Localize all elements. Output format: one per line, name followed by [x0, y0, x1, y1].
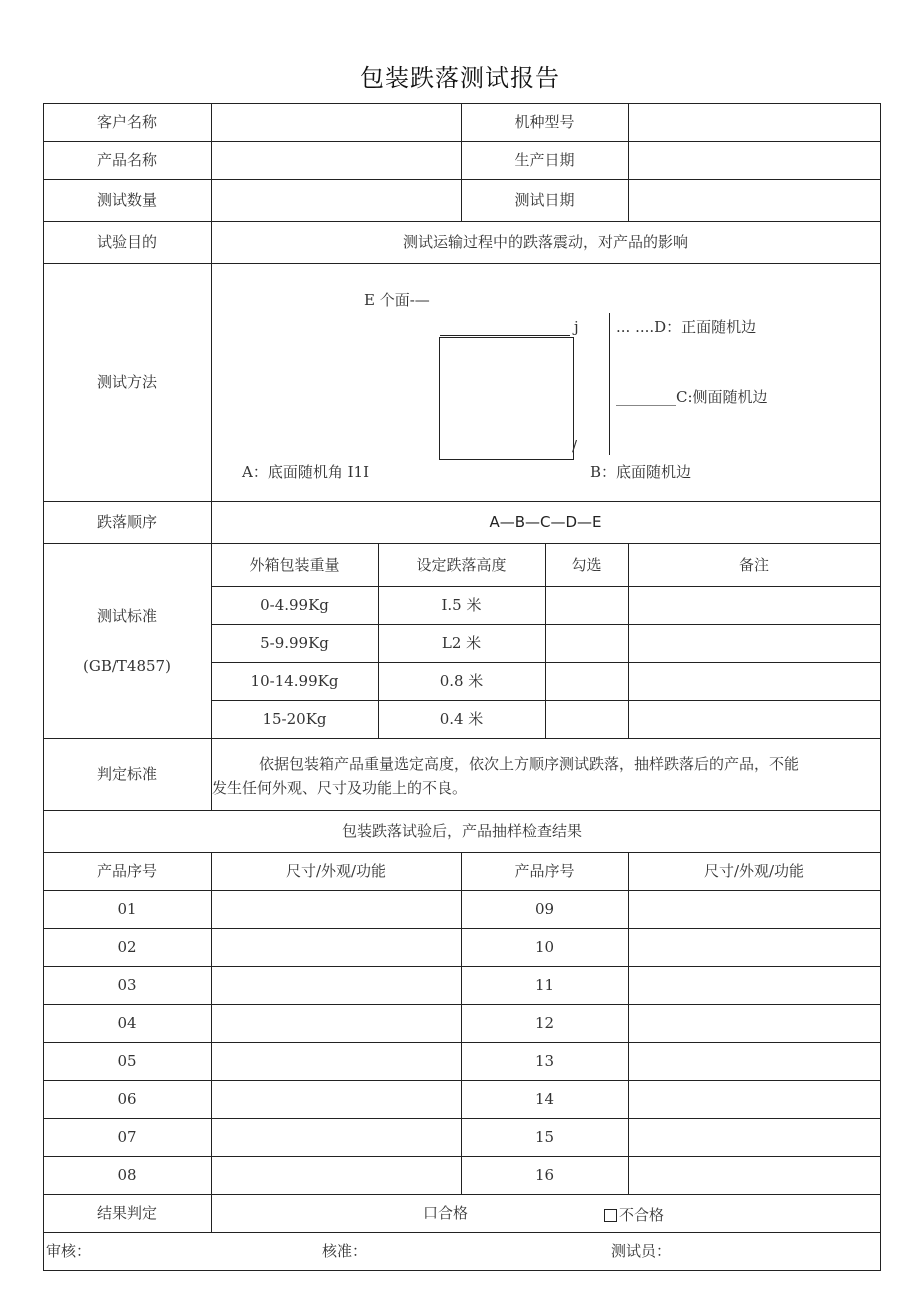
product-id: 15 — [534, 1128, 555, 1146]
row-divider — [43, 501, 881, 502]
box-top-edge — [440, 335, 570, 336]
row-divider — [43, 141, 881, 142]
row-divider — [43, 263, 881, 264]
drop-order-value: A—B—C—D—E — [489, 513, 602, 531]
j-mark: j — [574, 318, 579, 336]
pass-option[interactable]: 口合格 — [423, 1204, 469, 1222]
weight-cell: 5-9.99Kg — [260, 634, 329, 652]
production-date-label: 生产日期 — [514, 151, 575, 169]
product-id: 04 — [117, 1014, 137, 1032]
col-header-remark: 备注 — [738, 556, 769, 574]
row-divider — [43, 810, 881, 811]
row-divider — [211, 586, 881, 587]
col-header-check: 勾选 — [571, 556, 602, 574]
product-id: 01 — [117, 900, 137, 918]
approve-signature-label: 核准： — [322, 1242, 368, 1260]
col-divider — [211, 103, 212, 810]
test-date-label: 测试日期 — [514, 191, 575, 209]
row-divider — [43, 1194, 881, 1195]
tester-signature-label: 测试员： — [611, 1242, 672, 1260]
col-header-check: 尺寸/外观/功能 — [703, 862, 805, 880]
height-cell: 0.8 米 — [439, 672, 484, 690]
fail-option-label: 不合格 — [619, 1206, 665, 1224]
height-cell: L2 米 — [441, 634, 482, 652]
judgement-label: 判定标准 — [96, 765, 157, 783]
product-id: 08 — [117, 1166, 137, 1184]
row-divider — [43, 966, 881, 967]
product-id: 10 — [534, 938, 555, 956]
product-id: 02 — [117, 938, 137, 956]
conclusion-label: 结果判定 — [96, 1204, 157, 1222]
col-divider — [211, 852, 212, 1232]
col-header-height: 设定跌落高度 — [416, 556, 507, 574]
customer-name-label: 客户名称 — [96, 113, 157, 131]
row-divider — [43, 1232, 881, 1233]
row-divider — [43, 179, 881, 180]
product-id: 16 — [534, 1166, 555, 1184]
row-divider — [43, 928, 881, 929]
row-divider — [43, 1118, 881, 1119]
slash-mark: / — [572, 437, 578, 455]
product-id: 09 — [534, 900, 555, 918]
col-divider — [628, 103, 629, 221]
row-divider — [211, 700, 881, 701]
standard-label: 测试标准 — [96, 607, 157, 625]
d-edge-label: ... ....D：正面随机边 — [616, 318, 757, 336]
row-divider — [43, 852, 881, 853]
product-id: 13 — [534, 1052, 555, 1070]
table-top-border — [43, 103, 881, 104]
row-divider — [43, 890, 881, 891]
height-cell: I.5 米 — [441, 596, 482, 614]
e-face-label: E 个面-— — [364, 291, 430, 309]
row-divider — [211, 624, 881, 625]
c-edge-label: ________C:侧面随机边 — [616, 388, 768, 406]
col-header-weight: 外箱包装重量 — [249, 556, 340, 574]
report-title: 包装跌落测试报告 — [360, 64, 560, 92]
model-label: 机种型号 — [514, 113, 575, 131]
row-divider — [43, 1080, 881, 1081]
product-id: 11 — [534, 976, 555, 994]
product-id: 06 — [117, 1090, 137, 1108]
b-edge-label: B：底面随机边 — [590, 463, 692, 481]
judgement-text-line1: 依据包装箱产品重量选定高度，依次上方顺序测试跌落，抽样跌落后的产品，不能 — [259, 755, 800, 773]
method-label: 测试方法 — [96, 373, 157, 391]
product-name-label: 产品名称 — [96, 151, 157, 169]
box-icon — [439, 337, 574, 460]
product-id: 05 — [117, 1052, 137, 1070]
a-corner-label: A：底面随机角 I1I — [242, 463, 369, 481]
row-divider — [43, 221, 881, 222]
review-signature-label: 审核： — [46, 1242, 92, 1260]
row-divider — [43, 1004, 881, 1005]
checkbox-icon[interactable] — [604, 1209, 617, 1222]
product-id: 03 — [117, 976, 137, 994]
test-quantity-label: 测试数量 — [96, 191, 157, 209]
height-cell: 0.4 米 — [439, 710, 484, 728]
purpose-label: 试验目的 — [96, 233, 157, 251]
col-header-seq: 产品序号 — [514, 862, 575, 880]
row-divider — [211, 662, 881, 663]
results-heading: 包装跌落试验后，产品抽样检查结果 — [341, 822, 582, 840]
row-divider — [43, 1156, 881, 1157]
standard-code: (GB/T4857) — [83, 657, 171, 675]
product-id: 07 — [117, 1128, 137, 1146]
col-divider — [628, 852, 629, 1194]
drop-order-label: 跌落顺序 — [96, 513, 157, 531]
row-divider — [43, 738, 881, 739]
table-right-border — [880, 103, 881, 1271]
product-id: 14 — [534, 1090, 555, 1108]
row-divider — [43, 1042, 881, 1043]
weight-cell: 10-14.99Kg — [250, 672, 339, 690]
weight-cell: 15-20Kg — [262, 710, 327, 728]
row-divider — [43, 543, 881, 544]
col-header-check: 尺寸/外观/功能 — [285, 862, 387, 880]
col-header-seq: 产品序号 — [96, 862, 157, 880]
product-id: 12 — [534, 1014, 555, 1032]
weight-cell: 0-4.99Kg — [260, 596, 329, 614]
purpose-text: 测试运输过程中的跌落震动，对产品的影响 — [402, 233, 688, 251]
judgement-text-line2: 发生任何外观、尺寸及功能上的不良。 — [212, 779, 468, 797]
fail-option[interactable] — [604, 1205, 664, 1225]
table-bottom-border — [43, 1270, 881, 1271]
divider-line — [609, 313, 610, 455]
